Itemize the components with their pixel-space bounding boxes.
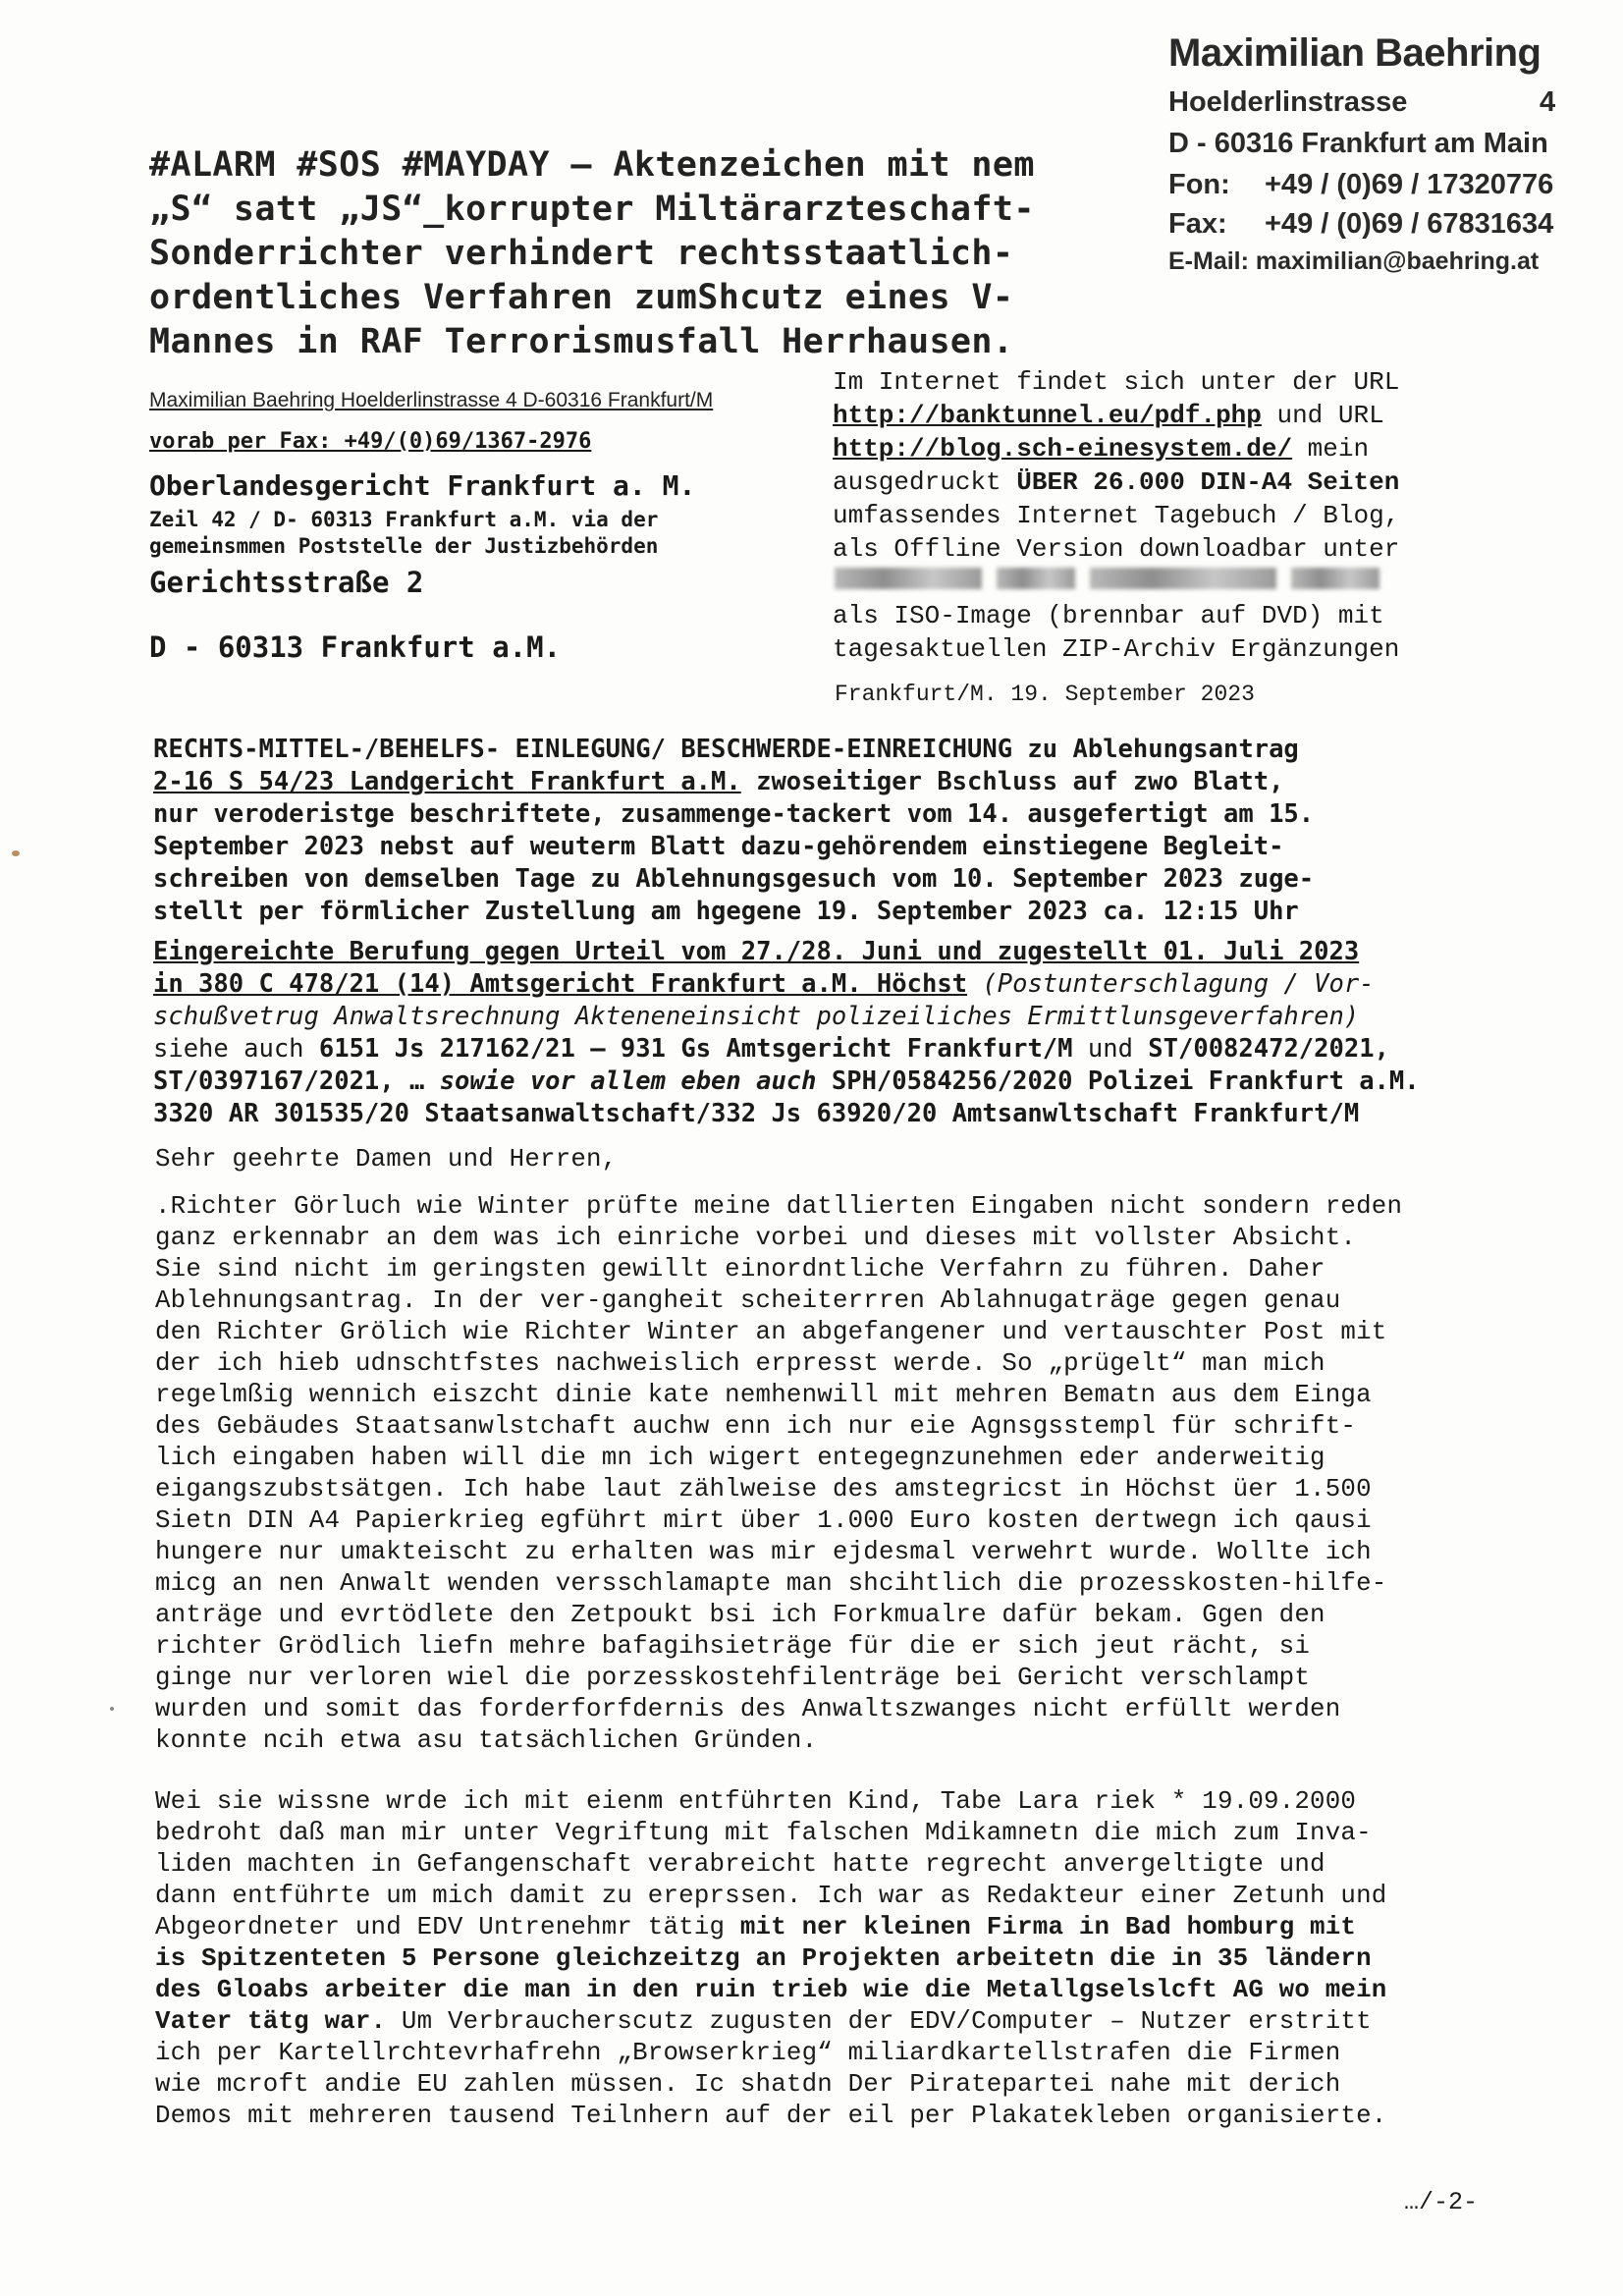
paragraph-line: des Gebäudes Staatsanwlstchaft auchw enn ich nur eie Agnsgsstempl für schrift- [155,1412,1357,1441]
salutation: Sehr geehrte Damen und Herren, [155,1145,618,1174]
paragraph-line: ich per Kartellrchtevrhafrehn „Browserkrieg“ miliardkartellstrafen die Firmen [155,2039,1341,2067]
paragraph-line: der ich hieb udnschtfstes nachweislich erpresst werde. So „prügelt“ man mich [155,1349,1325,1378]
paragraph-text: Abgeordneter und EDV Untrenehmr tätig [155,1913,740,1941]
fax-advance-line: vorab per Fax: +49/(0)69/1367-2976 [149,429,592,454]
paragraph-line: dann entführte um mich damit zu ereprssen. Ich war as Redakteur einer Zetunh und [155,1882,1387,1910]
paragraph-line: richter Grödlich liefn mehre bafagihsieträge für die er sich jeut rächt, si [155,1632,1311,1661]
subject-text: siehe auch [153,1034,319,1064]
paragraph-line [155,1913,1356,1941]
paragraph-line: konnte ncih etwa asu tatsächlichen Gründen. [155,1726,818,1755]
subject-line: Eingereichte Berufung gegen Urteil vom 27./28. Juni und zugestellt 01. Juli 2023 [153,937,1360,966]
subject-line: schußvetrug Anwaltsrechnung Akteneneinsicht polizeiliches Ermittlunsgeverfahren) [153,1002,1360,1031]
headline-line: #ALARM #SOS #MAYDAY – Aktenzeichen mit nem [149,145,1035,185]
paragraph-line: eigangszubstsätgen. Ich habe laut zählweise des amstegricst in Höchst üer 1.500 [155,1475,1372,1503]
subject-line: stellt per förmlicher Zustellung am hgegene 19. September 2023 ca. 12:15 Uhr [153,897,1299,926]
paragraph-line: den Richter Grölich wie Richter Winter an abgefangener und vertauschter Post mit [155,1318,1387,1346]
paragraph-text-bold: Vater tätg war. [155,2007,387,2036]
letterhead-fax: +49 / (0)69 / 67831634 [1265,208,1554,240]
paragraph-line: lich eingaben haben will die mn ich wigert entegegnzunehmen eder anderweitig [155,1444,1325,1472]
paragraph-line: ginge nur verloren wiel die porzesskostehfilenträge bei Gericht verschlampt [155,1664,1311,1692]
paragraph-line: is Spitzenteten 5 Persone gleichzeitzg an Projekten arbeitetn die in 35 ländern [155,1944,1372,1973]
recipient-address-line: gemeinsmmen Poststelle der Justizbehörden [149,534,659,558]
paragraph-text: Um Verbraucherscutz zugusten der EDV/Computer – Nutzer erstritt [386,2007,1372,2036]
letterhead-street: Hoelderlinstrasse [1168,86,1408,118]
letterhead-phone: +49 / (0)69 / 17320776 [1265,169,1554,200]
paragraph-line: liden machten in Gefangenschaft verabreicht hatte regrecht anvergeltigte und [155,1850,1325,1879]
paragraph-line: Demos mit mehreren tausend Teilnhern auf der eil per Plakatekleben organisierte. [155,2102,1387,2130]
info-line: umfassendes Internet Tagebuch / Blog, [833,501,1400,530]
subject-line: schreiben von demselben Tage zu Ablehnungsgesuch vom 10. September 2023 zuge- [153,864,1315,894]
info-text: und URL [1261,401,1384,430]
paragraph-line: hungere nur umakteischt zu erhalten was mir ejdesmal verwehrt wurde. Wollte ich [155,1538,1372,1566]
scan-speck [12,850,20,856]
scan-speck [110,1707,114,1711]
case-number: ST/0082472/2021, [1148,1034,1389,1064]
url-link[interactable]: http://banktunnel.eu/pdf.php [833,401,1262,430]
letterhead-fax-label: Fax: [1168,208,1227,240]
letterhead-name: Maximilian Baehring [1168,31,1542,75]
subject-text: zwoseitiger Bschluss auf zwo Blatt, [740,767,1284,796]
paragraph-line: wie mcroft andie EU zahlen müssen. Ic shatdn Der Piratepartei nahe mit derich [155,2070,1341,2099]
paragraph-line: .Richter Görluch wie Winter prüfte meine datllierten Eingaben nicht sondern reden [155,1192,1403,1221]
letterhead-phone-label: Fon: [1168,169,1230,200]
letter-date: Frankfurt/M. 19. September 2023 [835,682,1255,707]
paragraph-line: Ablehnungsantrag. In der ver-gangheit scheiterrren Ablahnugaträge gegen genau [155,1286,1341,1315]
paragraph-line: wurden und somit das forderforfdernis des Anwaltszwanges nicht erfüllt werden [155,1695,1341,1723]
redacted-text [1291,568,1380,589]
info-line: als Offline Version downloadbar unter [833,534,1400,564]
redacted-text [997,568,1075,589]
paragraph-line: regelmßig wennich eiszcht dinie kate nemhenwill mit mehren Bematn aus dem Einga [155,1381,1372,1409]
letterhead-city: D - 60316 Frankfurt am Main [1168,128,1548,159]
paragraph-line: des Gloabs arbeiter die man in den ruin trieb wie die Metallgselslcft AG wo mein [155,1976,1387,2004]
paragraph-line: Sietn DIN A4 Papierkrieg egführt mirt über 1.000 Euro kosten dertwegn ich qausi [155,1506,1372,1535]
redacted-text [1090,568,1276,589]
headline-line: Sonderrichter verhindert rechtsstaatlich- [149,234,1014,273]
paragraph-line: micg an nen Anwalt wenden versschlamapte man shcihtlich die prozesskosten-hilfe- [155,1569,1387,1598]
letterhead-house-number: 4 [1540,86,1556,118]
headline-line: ordentliches Verfahren zumShcutz eines V- [149,278,1014,317]
case-number: ST/0397167/2021, … [153,1066,440,1096]
subject-line: September 2023 nebst auf weuterm Blatt dazu-gehörendem einstiegene Begleit- [153,832,1284,861]
page-count: ÜBER 26.000 DIN-A4 Seiten [1016,467,1400,497]
url-link[interactable]: http://blog.sch-einesystem.de/ [833,434,1293,464]
subject-line: RECHTS-MITTEL-/BEHELFS- EINLEGUNG/ BESCHWERDE-EINREICHUNG zu Ablehungsantrag [153,735,1299,764]
info-line [833,467,1399,497]
info-line: als ISO-Image (brennbar auf DVD) mit [833,601,1384,630]
case-number: SPH/0584256/2020 Polizei Frankfurt a.M. [816,1066,1420,1096]
subject-text: (Postunterschlagung / Vor- [967,969,1375,999]
info-line: Im Internet findet sich unter der URL [833,367,1400,397]
redacted-text [835,568,982,589]
subject-line: 3320 AR 301535/20 Staatsanwaltschaft/332 Js 63920/20 Amtsanwltschaft Frankfurt/M [153,1099,1360,1128]
recipient-city: D - 60313 Frankfurt a.M. [149,630,562,664]
headline-line: „S“ satt „JS“_korrupter Miltärarzteschaft- [149,190,1035,229]
page-continuation-marker: …/-2- [1404,2188,1479,2216]
sender-return-address: Maximilian Baehring Hoelderlinstrasse 4 D-60316 Frankfurt/M [149,389,714,411]
subject-line: nur veroderistge beschriftete, zusammenge-tackert vom 14. ausgefertigt am 15. [153,799,1315,829]
recipient-street: Gerichtsstraße 2 [149,566,424,599]
letterhead-email: E-Mail: maximilian@baehring.at [1168,247,1540,275]
recipient-court: Oberlandesgericht Frankfurt a. M. [149,469,696,502]
subject-line [153,1066,1420,1096]
info-line [833,401,1384,430]
paragraph-text-bold: mit ner kleinen Firma in Bad homburg mit [739,1913,1357,1941]
paragraph-line: ganz erkennabr an dem was ich einriche vorbei und dieses mit vollster Absicht. [155,1224,1357,1252]
info-line [833,434,1369,464]
subject-text: und [1072,1034,1149,1064]
paragraph-line [155,2007,1372,2036]
subject-line [153,969,1375,999]
case-number: in 380 C 478/21 (14) Amtsgericht Frankfurt a.M. Höchst [153,969,968,999]
paragraph-line: bedroht daß man mir unter Vegriftung mit falschen Mdikamnetn die mich zum Inva- [155,1819,1372,1847]
headline-line: Mannes in RAF Terrorismusfall Herrhausen. [149,322,1014,361]
case-number: 2-16 S 54/23 Landgericht Frankfurt a.M. [153,767,741,796]
paragraph-line: Sie sind nicht im geringsten gewillt einordntliche Verfahrn zu führen. Daher [155,1255,1325,1284]
recipient-address-line: Zeil 42 / D- 60313 Frankfurt a.M. via der [149,508,659,531]
paragraph-line: anträge und evrtödlete den Zetpoukt bsi ich Forkmualre dafür bekam. Ggen den [155,1601,1325,1629]
info-text: ausgedruckt [833,467,1017,497]
subject-line [153,767,1283,796]
info-line: tagesaktuellen ZIP-Archiv Ergänzungen [833,634,1400,664]
paragraph-line: Wei sie wissne wrde ich mit eienm entführten Kind, Tabe Lara riek * 19.09.2000 [155,1787,1357,1816]
case-number: 6151 Js 217162/21 – 931 Gs Amtsgericht Frankfurt/M [318,1034,1073,1064]
subject-line [153,1034,1389,1064]
subject-text: sowie vor allem eben auch [439,1066,817,1096]
info-text: mein [1292,434,1370,464]
